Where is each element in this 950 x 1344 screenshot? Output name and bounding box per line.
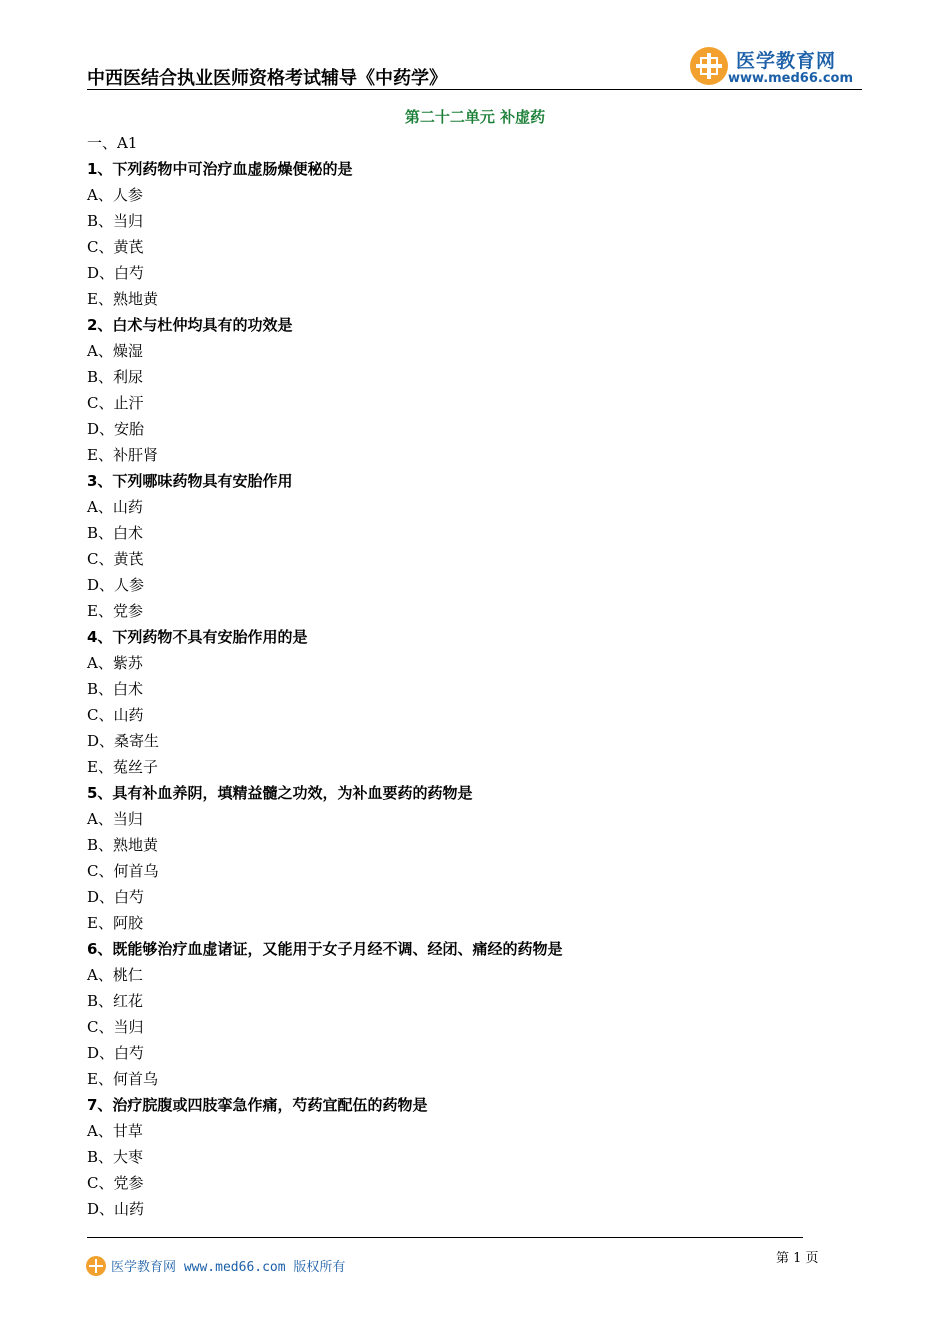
answer-option: E、熟地黄 — [87, 290, 158, 308]
logo-name: 医学教育网 — [736, 50, 837, 72]
answer-option: E、何首乌 — [87, 1070, 158, 1088]
answer-option: C、当归 — [87, 1018, 144, 1036]
header-divider — [87, 89, 862, 90]
answer-option: E、阿胶 — [87, 914, 143, 932]
question-stem: 5、具有补血养阴，填精益髓之功效，为补血要药的药物是 — [87, 784, 473, 802]
answer-option: C、黄芪 — [87, 550, 144, 568]
footer-logo-icon — [86, 1256, 106, 1276]
answer-option: C、止汗 — [87, 394, 144, 412]
logo-cross-icon — [690, 47, 728, 85]
answer-option: D、白芍 — [87, 888, 145, 906]
answer-option: B、大枣 — [87, 1148, 144, 1166]
answer-option: C、山药 — [87, 706, 144, 724]
answer-option: D、安胎 — [87, 420, 145, 438]
answer-option: B、当归 — [87, 212, 144, 230]
answer-option: E、党参 — [87, 602, 143, 620]
question-list — [87, 130, 827, 1222]
answer-option: B、白术 — [87, 680, 144, 698]
answer-option: C、党参 — [87, 1174, 144, 1192]
question-stem: 7、治疗脘腹或四肢挛急作痛，芍药宜配伍的药物是 — [87, 1096, 428, 1114]
logo-url: www.med66.com — [728, 71, 854, 86]
section-heading: 一、A1 — [87, 134, 138, 152]
answer-option: A、桃仁 — [87, 966, 143, 984]
questions-container — [87, 156, 827, 1222]
answer-option: E、菟丝子 — [87, 758, 158, 776]
answer-option: A、山药 — [87, 498, 143, 516]
answer-option: A、甘草 — [87, 1122, 143, 1140]
question-stem: 4、下列药物不具有安胎作用的是 — [87, 628, 308, 646]
answer-option: D、人参 — [87, 576, 145, 594]
question-stem: 2、白术与杜仲均具有的功效是 — [87, 316, 293, 334]
answer-option: B、利尿 — [87, 368, 144, 386]
answer-option: D、桑寄生 — [87, 732, 160, 750]
footer-divider — [87, 1237, 803, 1238]
answer-option: A、人参 — [87, 186, 143, 204]
answer-option: C、黄芪 — [87, 238, 144, 256]
document-header-title: 中西医结合执业医师资格考试辅导《中药学》 — [87, 68, 447, 89]
question-stem: 1、下列药物中可治疗血虚肠燥便秘的是 — [87, 160, 353, 178]
answer-option: E、补肝肾 — [87, 446, 158, 464]
answer-option: D、白芍 — [87, 264, 145, 282]
answer-option: A、当归 — [87, 810, 143, 828]
page-number: 第 1 页 — [776, 1251, 819, 1266]
footer-copyright: 医学教育网 www.med66.com 版权所有 — [111, 1260, 346, 1275]
answer-option: D、山药 — [87, 1200, 145, 1218]
answer-option: D、白芍 — [87, 1044, 145, 1062]
answer-option: B、白术 — [87, 524, 144, 542]
answer-option: A、燥湿 — [87, 342, 143, 360]
answer-option: B、熟地黄 — [87, 836, 159, 854]
answer-option: C、何首乌 — [87, 862, 159, 880]
question-stem: 6、既能够治疗血虚诸证，又能用于女子月经不调、经闭、痛经的药物是 — [87, 940, 563, 958]
question-stem: 3、下列哪味药物具有安胎作用 — [87, 472, 293, 490]
unit-title: 第二十二单元 补虚药 — [404, 108, 546, 126]
answer-option: B、红花 — [87, 992, 144, 1010]
answer-option: A、紫苏 — [87, 654, 143, 672]
site-logo — [690, 46, 862, 88]
